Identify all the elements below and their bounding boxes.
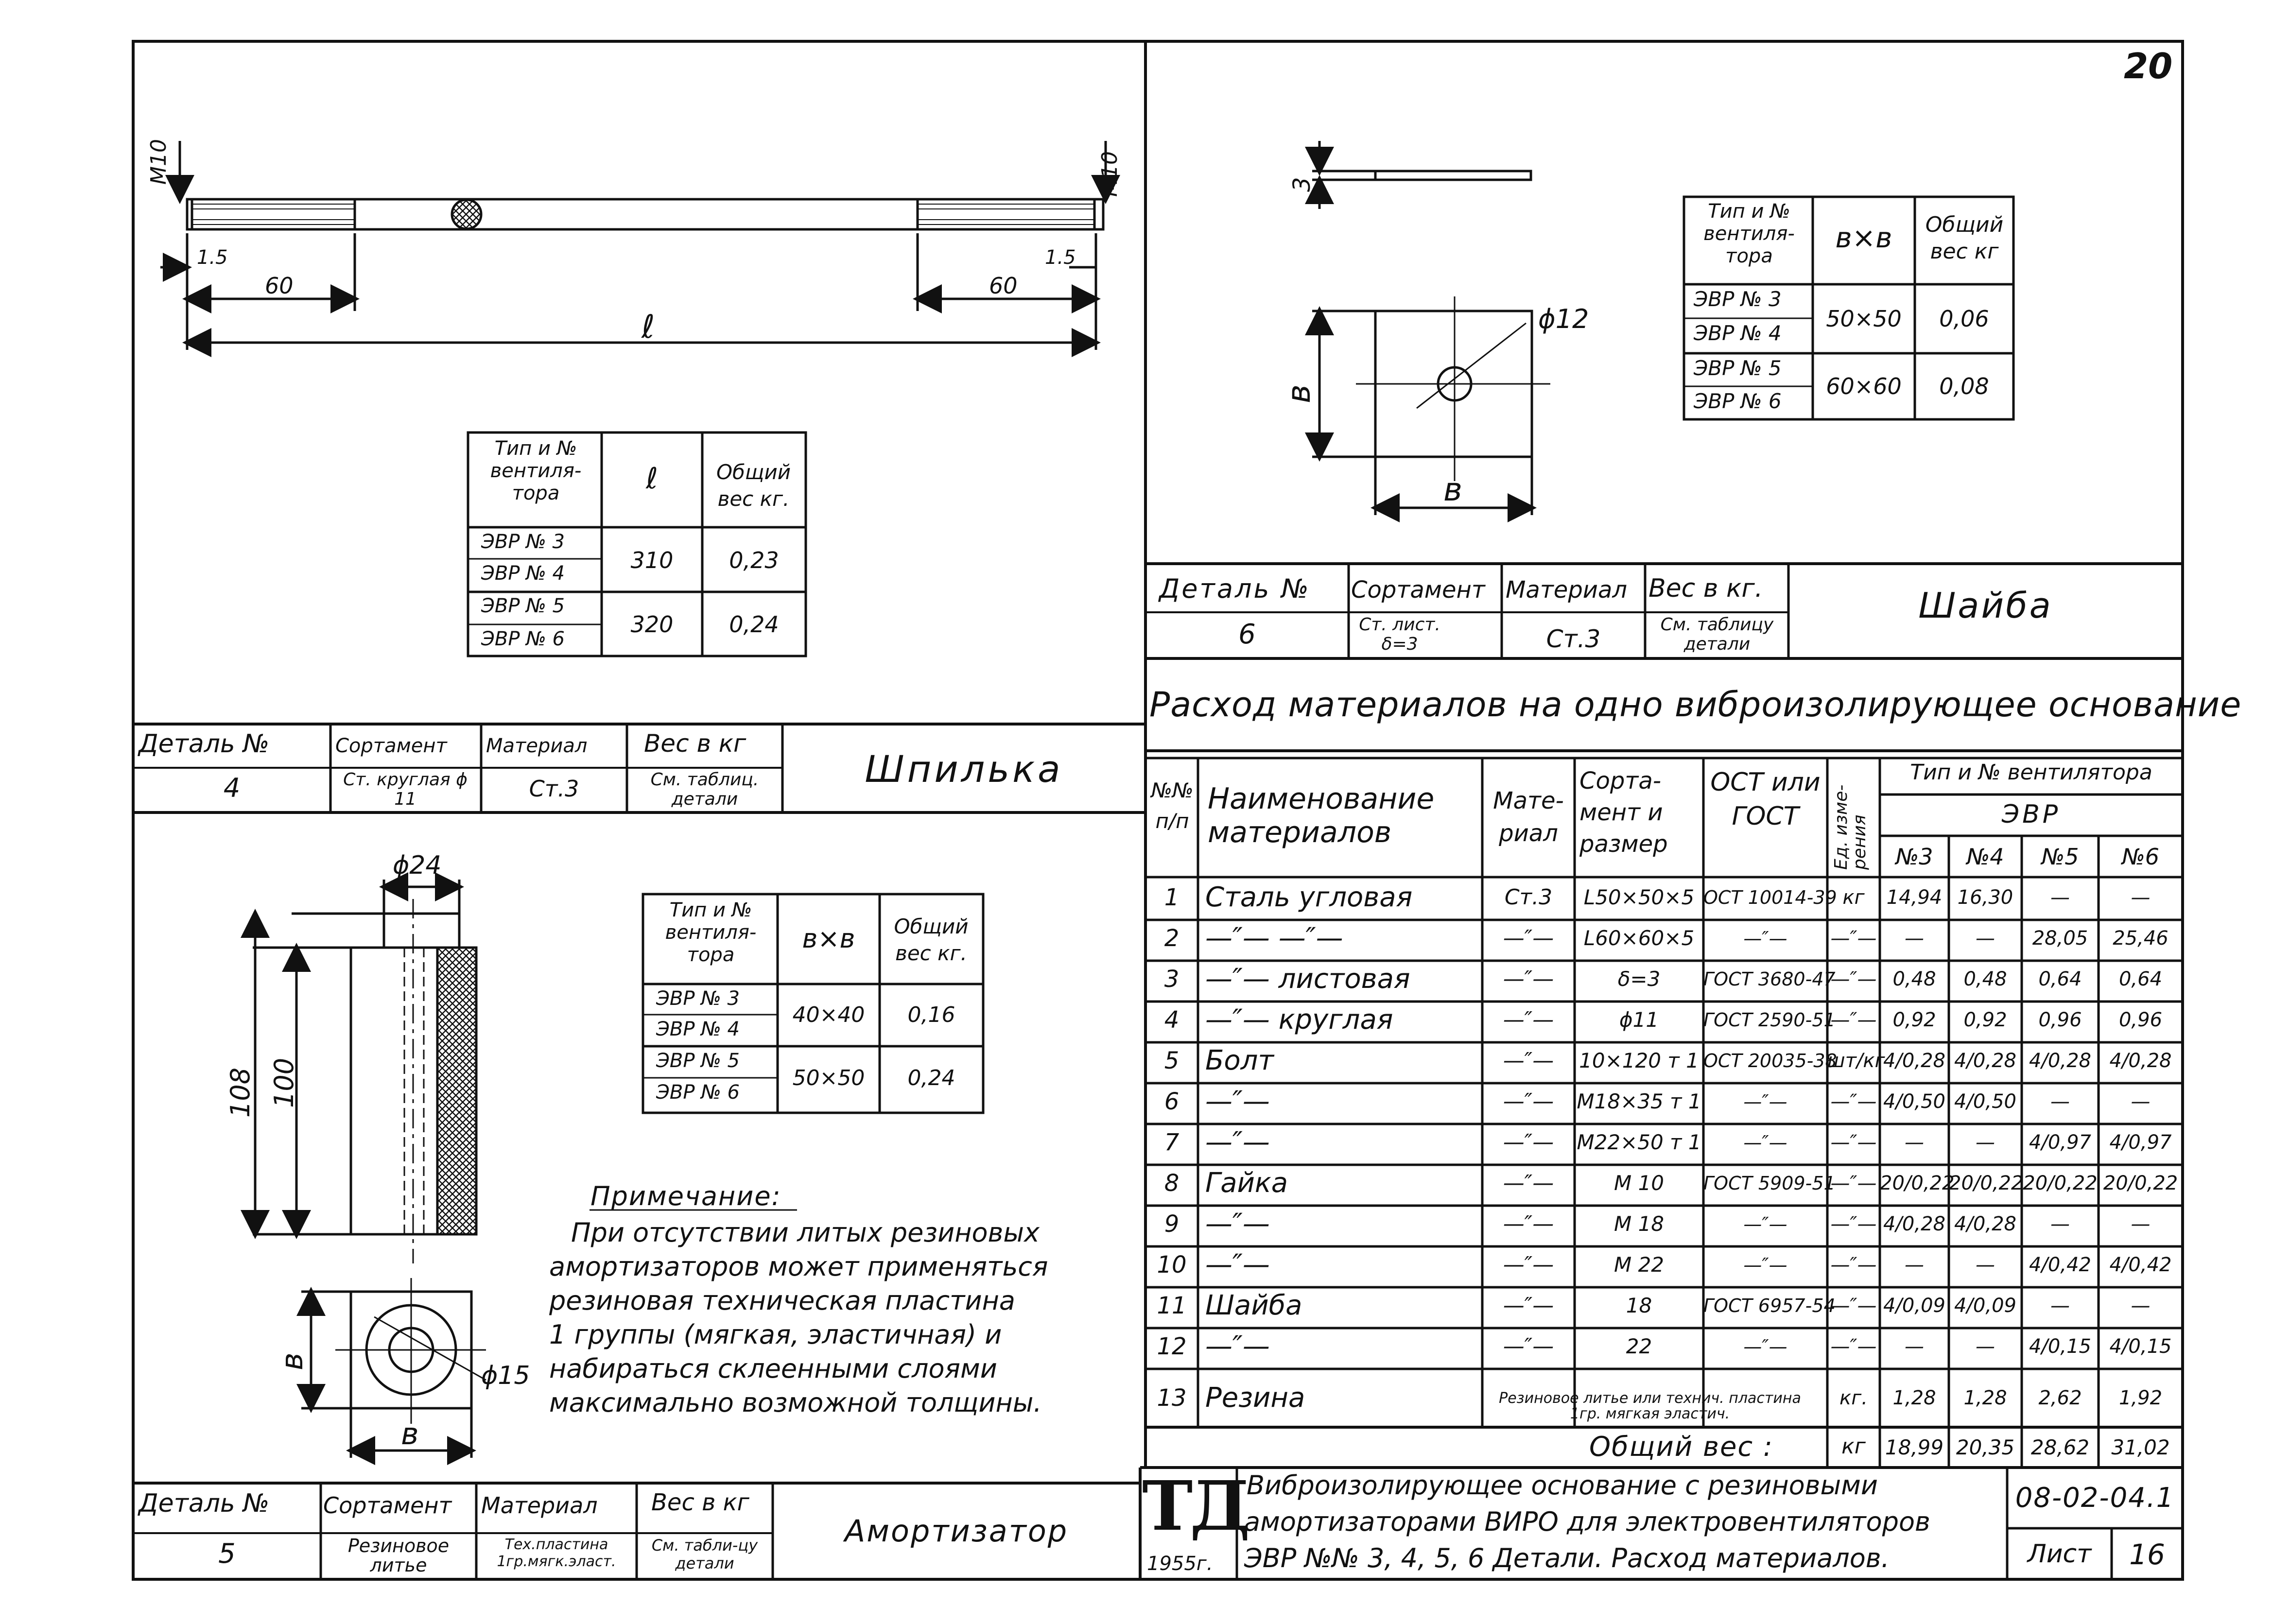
washer-part-name: Шайба [1918, 585, 2053, 626]
materials-cell-value: 4/0,28 [1883, 1050, 1945, 1072]
materials-cell-value: — [1976, 1254, 1995, 1276]
absorber-table-size: 40×40 [792, 1002, 865, 1027]
materials-cell-num: 2 [1164, 925, 1180, 952]
absorber-stamp-weight: См. табли-цу детали [651, 1536, 758, 1572]
note-line: максимально возможной толщины. [549, 1387, 1042, 1418]
materials-cell-value: 4/0,28 [1954, 1050, 2016, 1072]
washer-stamp-sortament: Ст. лист. δ=3 [1359, 615, 1440, 654]
washer-stamp-header: Деталь № [1159, 573, 1311, 604]
washer-table-type: ЭВР № 5 [1694, 356, 1782, 380]
note-line: резиновая техническая пластина [549, 1285, 1015, 1316]
materials-cell-num: 9 [1164, 1210, 1180, 1238]
materials-cell-value: — [1976, 927, 1995, 950]
materials-cell-material: —″— [1503, 1211, 1554, 1236]
title-sheet-label: Лист [2027, 1539, 2092, 1569]
materials-total-value: 31,02 [2111, 1435, 2170, 1459]
materials-cell-value: 0,96 [2038, 1009, 2082, 1031]
stud-table-type: ЭВР № 5 [481, 595, 565, 617]
absorber-table-header-size: в×в [802, 923, 855, 954]
washer-table-weight: 0,08 [1939, 373, 1989, 399]
materials-cell-num: 10 [1157, 1251, 1187, 1278]
materials-cell-value: — [2050, 886, 2070, 909]
materials-cell-value: 1,28 [1892, 1387, 1936, 1409]
materials-cell-value: 0,92 [1963, 1009, 2007, 1031]
washer-stamp-material: Ст.3 [1546, 625, 1601, 653]
absorber-table-header-type: Тип и № вентиля-тора [665, 899, 757, 966]
materials-cell-value: — [2131, 1295, 2151, 1317]
materials-cell-sortament: М 10 [1613, 1171, 1665, 1195]
materials-header-series: ЭВР [2001, 800, 2061, 829]
materials-cell-name: —″— [1205, 1330, 1270, 1362]
materials-cell-value: 20/0,22 [2023, 1172, 2098, 1194]
materials-cell-value: 1,92 [2118, 1387, 2163, 1409]
materials-cell-value: 0,64 [2038, 968, 2082, 990]
materials-cell-name: —″— [1205, 1126, 1270, 1158]
materials-header-material: Мате-риал [1493, 787, 1564, 847]
materials-cell-value: — [1976, 1335, 1995, 1358]
absorber-stamp-sortament: Резиновое литье [347, 1535, 450, 1576]
materials-cell-value: 4/0,28 [2109, 1050, 2172, 1072]
dim-width-side: в [274, 1352, 310, 1370]
materials-cell-name: Болт [1205, 1045, 1274, 1076]
stud-stamp-header: Сортамент [335, 735, 447, 757]
materials-cell-value: — [1905, 1131, 1924, 1154]
absorber-part-name: Амортизатор [844, 1513, 1069, 1549]
materials-cell-num: 8 [1164, 1170, 1180, 1197]
materials-cell-unit: —″— [1830, 968, 1877, 990]
washer-stamp-header: Вес в кг. [1648, 574, 1763, 603]
materials-cell-num: 13 [1157, 1384, 1187, 1412]
stud-stamp-header: Деталь № [139, 729, 270, 759]
materials-cell-material: —″— [1503, 926, 1554, 950]
note-title: Примечание: [590, 1181, 781, 1211]
absorber-stamp-header: Материал [481, 1492, 598, 1519]
materials-cell-unit: кг [1842, 886, 1865, 909]
dim-hole-diameter: ϕ15 [481, 1361, 530, 1390]
materials-cell-sortament: М 18 [1613, 1212, 1665, 1236]
materials-cell-value: 16,30 [1957, 886, 2013, 909]
dim-len-right: 60 [989, 273, 1018, 299]
materials-cell-value: 14,94 [1886, 886, 1943, 909]
washer-table-header-weight: Общий вес кг [1925, 212, 2004, 264]
absorber-table-header-weight: Общий вес кг. [894, 915, 969, 965]
washer-table-size: 60×60 [1826, 373, 1902, 399]
materials-cell-unit: —″— [1830, 1131, 1877, 1154]
absorber-table-type: ЭВР № 5 [656, 1050, 740, 1072]
materials-cell-material: —″— [1503, 967, 1554, 991]
materials-total-value: 28,62 [2030, 1435, 2090, 1459]
materials-cell-num: 6 [1164, 1088, 1180, 1115]
materials-header-col: №5 [2041, 844, 2079, 870]
title-code: 08-02-04.1 [2015, 1482, 2175, 1514]
materials-cell-value: 20/0,22 [2103, 1172, 2178, 1194]
materials-cell-value: 1,28 [1963, 1387, 2007, 1409]
materials-cell-value: 4/0,09 [1883, 1295, 1945, 1317]
materials-cell-sortament: L60×60×5 [1583, 926, 1695, 950]
materials-cell-value: 4/0,97 [2029, 1131, 2091, 1154]
materials-cell-value: 4/0,28 [1883, 1213, 1945, 1235]
materials-cell-sortament: М22×50 т 1 [1577, 1130, 1701, 1154]
materials-cell-num: 7 [1164, 1129, 1180, 1156]
note-line: 1 группы (мягкая, эластичная) и [549, 1319, 1002, 1350]
materials-cell-sortament: 18 [1626, 1294, 1652, 1317]
materials-cell-name: —″— [1205, 1249, 1270, 1280]
stud-table-weight: 0,24 [729, 611, 779, 638]
absorber-table-weight: 0,16 [907, 1002, 955, 1027]
materials-cell-unit: —″— [1830, 1172, 1877, 1194]
note-line: амортизаторов может применяться [549, 1251, 1048, 1282]
note-line: набираться склеенными слоями [549, 1353, 997, 1384]
materials-cell-unit: —″— [1830, 1009, 1877, 1031]
materials-cell-value: — [1905, 927, 1924, 950]
title-year: 1955г. [1147, 1553, 1213, 1575]
materials-cell-standard: ГОСТ 6957-54 [1703, 1295, 1836, 1316]
stud-part-name: Шпилька [865, 747, 1063, 791]
materials-cell-value: — [2131, 1213, 2151, 1235]
materials-cell-name: Резина [1205, 1382, 1305, 1414]
materials-cell-standard: —″— [1743, 1091, 1787, 1112]
materials-cell-sortament: ϕ11 [1619, 1008, 1659, 1032]
materials-cell-name: —″— листовая [1205, 963, 1410, 995]
dim-thread-right: M10 [1097, 151, 1122, 197]
washer-stamp-header: Сортамент [1351, 576, 1485, 604]
dim-len-left: 60 [265, 273, 294, 299]
materials-cell-name: Сталь угловая [1205, 881, 1413, 913]
dim-height-inner: 100 [269, 1057, 299, 1108]
materials-cell-material: Ст.3 [1504, 885, 1553, 910]
materials-cell-value: 4/0,28 [1954, 1213, 2016, 1235]
materials-cell-value: 2,62 [2038, 1387, 2082, 1409]
title-line: Виброизолирующее основание с резиновыми [1247, 1470, 1878, 1501]
materials-cell-material: —″— [1503, 1007, 1554, 1032]
stud-table-type: ЭВР № 6 [481, 628, 565, 650]
materials-cell-value: 0,96 [2118, 1009, 2163, 1031]
materials-cell-sortament: L50×50×5 [1583, 885, 1695, 909]
washer-table-header-size: в×в [1835, 221, 1892, 254]
stud-table-header-weight: Общий вес кг. [716, 460, 791, 511]
note-line: При отсутствии литых резиновых [571, 1217, 1040, 1248]
materials-cell-name: —″— [1205, 1208, 1270, 1240]
materials-cell-material: —″— [1503, 1171, 1554, 1195]
materials-cell-value: — [2131, 1090, 2151, 1113]
materials-header-unit: Ед. изме-рения [1831, 784, 1870, 870]
dim-thread-left: M10 [146, 139, 171, 185]
materials-cell-value: 0,48 [1892, 968, 1936, 990]
title-line: амортизаторами ВИРО для электровентиляторов [1244, 1506, 1930, 1537]
stud-table-type: ЭВР № 3 [481, 531, 565, 553]
materials-cell-sortament: 10×120 т 1 [1579, 1049, 1699, 1072]
materials-cell-value: 0,92 [1892, 1009, 1936, 1031]
dim-total-length: ℓ [642, 308, 655, 346]
washer-table-header-type: Тип и № вентиля-тора [1703, 200, 1795, 267]
materials-cell-value: — [1976, 1131, 1995, 1154]
materials-cell-value: 28,05 [2032, 927, 2088, 950]
materials-cell-standard: —″— [1743, 1254, 1787, 1276]
absorber-stamp-header: Сортамент [323, 1492, 452, 1519]
materials-header-col: №3 [1895, 844, 1933, 870]
materials-cell-material: —″— [1503, 1252, 1554, 1277]
materials-cell-value: 4/0,42 [2029, 1254, 2091, 1276]
materials-title: Расход материалов на одно виброизолирующее основание [1149, 685, 2242, 725]
materials-cell-sortament: δ=3 [1617, 967, 1661, 991]
materials-cell-value: 4/0,15 [2029, 1335, 2091, 1358]
materials-cell-unit: шт/кг [1827, 1050, 1885, 1072]
materials-cell-standard: ГОСТ 5909-51 [1703, 1173, 1836, 1194]
materials-cell-unit: —″— [1830, 1335, 1877, 1358]
materials-total-unit: кг [1841, 1434, 1866, 1459]
materials-cell-sortament: М 22 [1613, 1253, 1665, 1277]
materials-cell-value: 4/0,09 [1954, 1295, 2016, 1317]
stud-table-header-type: Тип и № вентиля-тора [490, 437, 582, 504]
materials-header-col: №4 [1966, 844, 2004, 870]
dim-washer-hole: ϕ12 [1538, 304, 1589, 334]
stud-stamp-header: Материал [486, 735, 588, 757]
stud-stamp-material: Ст.3 [529, 776, 579, 802]
title-line: ЭВР №№ 3, 4, 5, 6 Детали. Расход материалов. [1244, 1543, 1890, 1573]
materials-cell-num: 1 [1164, 884, 1180, 911]
materials-header-standard: ОСТ или ГОСТ [1710, 768, 1821, 831]
page-number: 20 [2124, 46, 2173, 86]
materials-total-label: Общий вес : [1589, 1431, 1773, 1463]
materials-cell-num: 3 [1164, 966, 1180, 993]
materials-cell-standard: ГОСТ 3680-47 [1703, 968, 1836, 990]
materials-cell-num: 11 [1157, 1292, 1187, 1319]
stud-stamp-detail-no: 4 [223, 773, 241, 803]
materials-cell-material: —″— [1503, 1334, 1554, 1359]
materials-cell-sortament: М18×35 т 1 [1577, 1089, 1701, 1113]
dim-width-bottom: в [401, 1416, 419, 1451]
materials-cell-num: 12 [1157, 1333, 1187, 1360]
materials-cell-sortament: 22 [1626, 1334, 1652, 1358]
washer-table-type: ЭВР № 4 [1694, 321, 1782, 345]
materials-cell-standard: —″— [1743, 928, 1787, 949]
washer-stamp-detail-no: 6 [1238, 619, 1256, 650]
materials-cell-standard: —″— [1743, 1132, 1787, 1153]
materials-cell-unit: —″— [1830, 927, 1877, 950]
materials-cell-material: —″— [1503, 1293, 1554, 1318]
stud-stamp-header: Вес в кг [644, 729, 746, 758]
stud-table-type: ЭВР № 4 [481, 562, 565, 585]
washer-table-weight: 0,06 [1939, 306, 1989, 332]
materials-cell-unit: —″— [1830, 1090, 1877, 1113]
absorber-table-size: 50×50 [792, 1066, 865, 1090]
stud-stamp-sortament: Ст. круглая ϕ 11 [343, 770, 468, 809]
materials-cell-value: — [2050, 1295, 2070, 1317]
materials-cell-material: —″— [1503, 1089, 1554, 1114]
materials-cell-unit: кг. [1839, 1387, 1868, 1409]
dim-washer-thickness: 3 [1288, 177, 1316, 192]
materials-cell-value: 25,46 [2113, 927, 2169, 950]
materials-cell-value: 4/0,15 [2109, 1335, 2172, 1358]
materials-cell-material: Резиновое литье или технич. пластина 1гр. мягкая эластич. [1499, 1390, 1801, 1422]
materials-total-value: 20,35 [1956, 1435, 2015, 1459]
materials-cell-value: — [2050, 1090, 2070, 1113]
materials-total-value: 18,99 [1885, 1435, 1944, 1459]
materials-cell-value: 20/0,22 [1949, 1172, 2024, 1194]
stud-table-length: 320 [630, 611, 674, 638]
absorber-table-type: ЭВР № 3 [656, 987, 740, 1010]
materials-cell-name: Гайка [1205, 1167, 1288, 1199]
absorber-stamp-detail-no: 5 [218, 1538, 236, 1570]
materials-header-name: Наименование материалов [1208, 782, 1435, 849]
materials-cell-name: —″— круглая [1205, 1004, 1393, 1036]
materials-cell-standard: ГОСТ 2590-51 [1703, 1009, 1836, 1031]
materials-cell-value: 4/0,42 [2109, 1254, 2172, 1276]
dim-height-outer: 108 [225, 1067, 256, 1118]
materials-cell-value: — [1905, 1254, 1924, 1276]
materials-cell-standard: ОСТ 20035-38 [1703, 1050, 1837, 1071]
absorber-stamp-header: Вес в кг [651, 1489, 749, 1516]
materials-cell-material: —″— [1503, 1048, 1554, 1073]
materials-cell-standard: ОСТ 10014-39 [1703, 887, 1837, 908]
materials-cell-name: —″— [1205, 1086, 1270, 1117]
materials-cell-material: —″— [1503, 1130, 1554, 1155]
title-logo: ТД [1142, 1467, 1248, 1546]
dim-washer-bottom: в [1443, 471, 1462, 508]
title-sheet-number: 16 [2129, 1538, 2165, 1571]
materials-header-col: №6 [2121, 844, 2160, 870]
dim-washer-side: в [1280, 384, 1318, 403]
dim-chamfer-left: 1.5 [197, 246, 228, 269]
absorber-stamp-header: Деталь № [139, 1489, 270, 1518]
materials-cell-value: 20/0,22 [1880, 1172, 1955, 1194]
materials-cell-standard: —″— [1743, 1213, 1787, 1235]
materials-cell-num: 4 [1164, 1006, 1180, 1034]
washer-table-size: 50×50 [1826, 306, 1902, 332]
materials-cell-name: —″— —″— [1205, 922, 1343, 954]
washer-table-type: ЭВР № 6 [1694, 389, 1782, 413]
dim-diameter-top: ϕ24 [393, 851, 442, 880]
stud-table-header-length: ℓ [646, 462, 658, 496]
materials-cell-value: 4/0,28 [2029, 1050, 2091, 1072]
materials-cell-num: 5 [1164, 1047, 1180, 1074]
materials-cell-name: Шайба [1205, 1290, 1302, 1321]
materials-cell-unit: —″— [1830, 1254, 1877, 1276]
materials-cell-value: 0,64 [2118, 968, 2163, 990]
absorber-stamp-material: Тех.пластина 1гр.мягк.эласт. [497, 1536, 616, 1570]
absorber-table-type: ЭВР № 6 [656, 1081, 740, 1104]
stud-table-length: 310 [630, 547, 674, 573]
washer-table-type: ЭВР № 3 [1694, 287, 1782, 311]
washer-stamp-weight: См. таблицу детали [1660, 615, 1774, 654]
dim-chamfer-right: 1.5 [1045, 246, 1076, 269]
absorber-table-weight: 0,24 [907, 1066, 955, 1090]
washer-stamp-header: Материал [1506, 576, 1628, 604]
materials-cell-unit: —″— [1830, 1295, 1877, 1317]
materials-cell-value: — [2131, 886, 2151, 909]
materials-cell-value: — [1905, 1335, 1924, 1358]
materials-cell-standard: —″— [1743, 1336, 1787, 1357]
absorber-table-type: ЭВР № 4 [656, 1018, 740, 1040]
materials-header-fan-type: Тип и № вентилятора [1910, 760, 2152, 785]
materials-cell-value: 4/0,50 [1954, 1090, 2016, 1113]
materials-header-sortament: Сорта-мент и размер [1579, 767, 1668, 858]
materials-cell-value: 0,48 [1963, 968, 2007, 990]
materials-cell-value: 4/0,50 [1883, 1090, 1945, 1113]
stud-table-weight: 0,23 [729, 547, 779, 573]
materials-cell-value: — [2050, 1213, 2070, 1235]
stud-stamp-weight: См. таблиц. детали [650, 770, 759, 809]
materials-cell-value: 4/0,97 [2109, 1131, 2172, 1154]
materials-cell-unit: —″— [1830, 1213, 1877, 1235]
materials-header-num: №№ п/п [1151, 778, 1194, 833]
